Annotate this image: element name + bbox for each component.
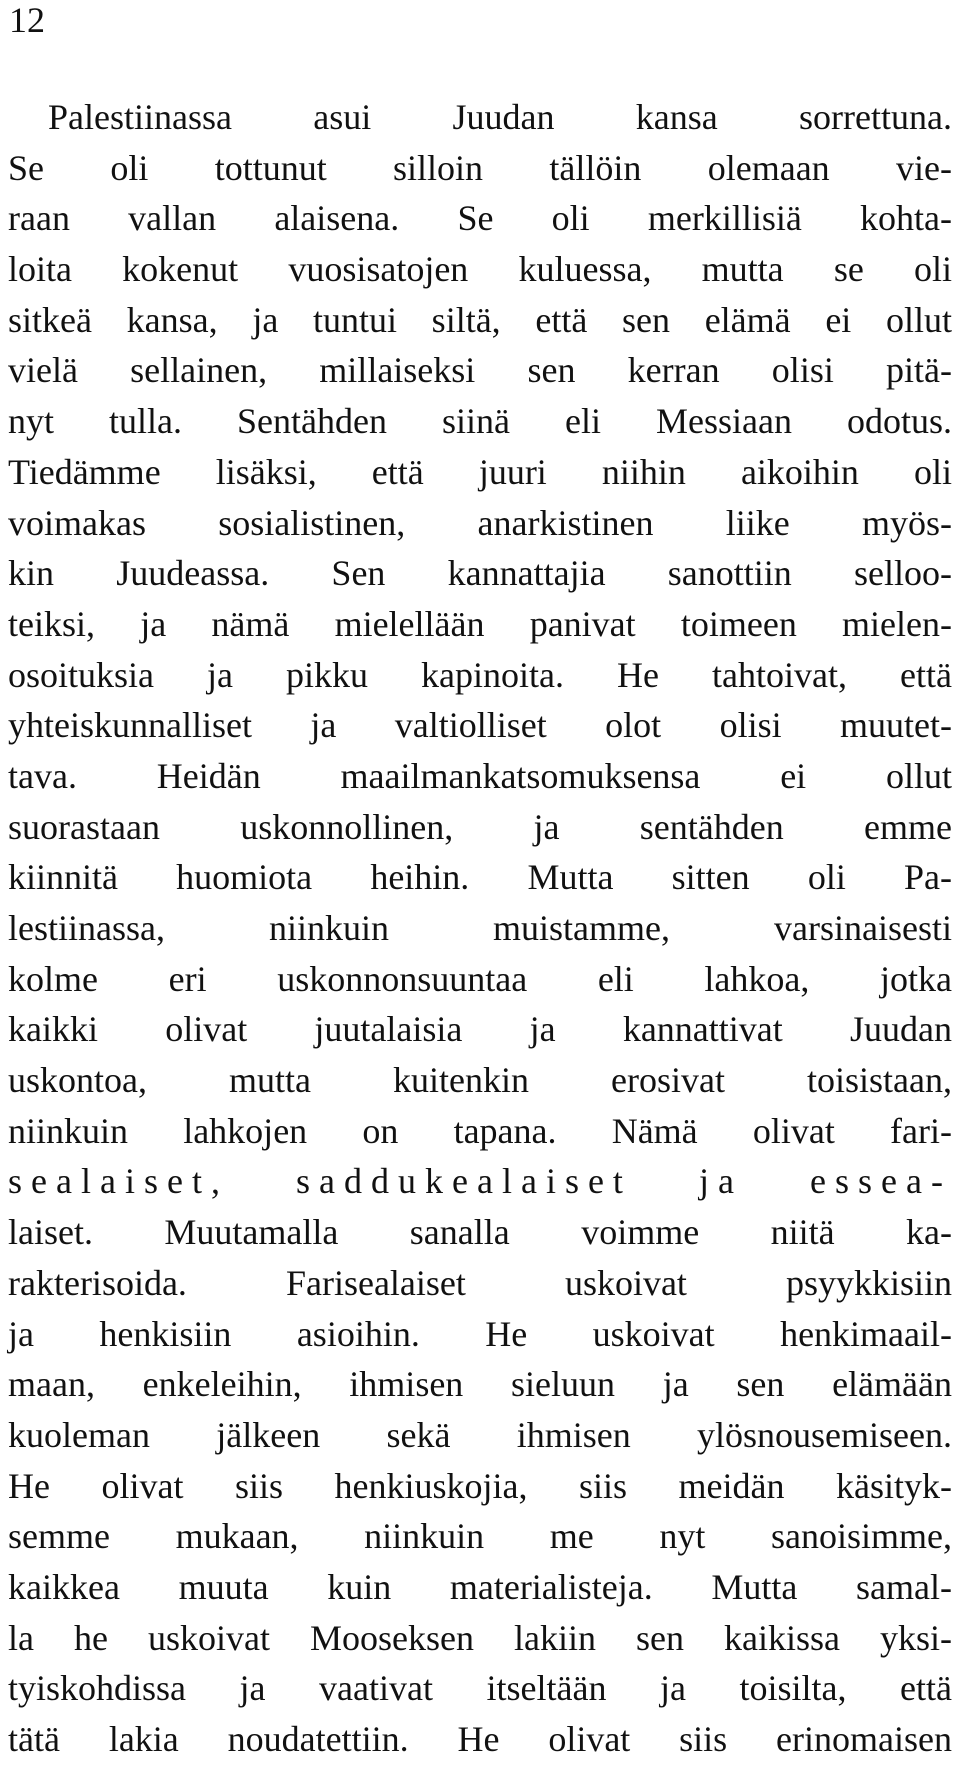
text-line: tyiskohdissa ja vaativat itseltään ja toisilta, että [8, 1668, 952, 1709]
text-line: loita kokenut vuosisatojen kuluessa, mutta se oli [8, 249, 952, 290]
text-line: Se oli tottunut silloin tällöin olemaan vie- [8, 147, 952, 188]
text-line: lestiinassa, niinkuin muistamme, varsinaisesti [8, 908, 952, 948]
text-line: tätä lakia noudatettiin. He olivat siis erinomaisen [8, 1719, 952, 1759]
text-line: maan, enkeleihin, ihmisen sieluun ja sen elämään [8, 1364, 952, 1405]
text-line: He olivat siis henkiuskojia, siis meidän käsityk- [8, 1465, 952, 1506]
text-line: ja henkisiin asioihin. He uskoivat henkimaail- [8, 1313, 952, 1354]
text-line: rakterisoida. Farisealaiset uskoivat psyykkisiin [8, 1262, 952, 1303]
text-line: osoituksia ja pikku kapinoita. He tahtoivat, että [8, 654, 952, 695]
text-line: kuoleman jälkeen sekä ihmisen ylösnousemiseen. [8, 1414, 952, 1455]
text-line: kolme eri uskonnonsuuntaa eli lahkoa, jotka [8, 958, 952, 999]
page-number: 12 [9, 0, 45, 40]
text-line: tava. Heidän maailmankatsomuksensa ei ollut [8, 755, 952, 796]
text-line: kaikki olivat juutalaisia ja kannattivat Juudan [8, 1009, 952, 1050]
text-line: raan vallan alaisena. Se oli merkillisiä kohta- [8, 198, 952, 239]
text-line: Palestiinassa asui Juudan kansa sorrettuna. [48, 97, 952, 137]
text-line: kaikkea muuta kuin materialisteja. Mutta samal- [8, 1566, 952, 1607]
text-line: sitkeä kansa, ja tuntui siltä, että sen elämä ei ollut [8, 299, 952, 340]
text-line: laiset. Muutamalla sanalla voimme niitä ka- [8, 1212, 952, 1253]
text-line: kin Juudeassa. Sen kannattajia sanottiin selloo- [8, 553, 952, 594]
text-line: vielä sellainen, millaiseksi sen kerran olisi pitä- [8, 350, 952, 391]
text-line: kiinnitä huomiota heihin. Mutta sitten oli Pa- [8, 857, 952, 898]
text-line: uskontoa, mutta kuitenkin erosivat toisistaan, [8, 1060, 952, 1101]
text-line: Tiedämme lisäksi, että juuri niihin aikoihin oli [8, 451, 952, 492]
text-line: suorastaan uskonnollinen, ja sentähden emme [8, 806, 952, 847]
text-line: teiksi, ja nämä mielellään panivat toimeen mielen- [8, 603, 952, 644]
text-line: voimakas sosialistinen, anarkistinen liike myös- [8, 502, 952, 543]
text-line-spaced: sealaiset, saddukealaiset ja essea- [8, 1161, 952, 1202]
text-line: semme mukaan, niinkuin me nyt sanoisimme, [8, 1516, 952, 1557]
text-line: niinkuin lahkojen on tapana. Nämä olivat fari- [8, 1110, 952, 1151]
text-line: yhteiskunnalliset ja valtiolliset olot olisi muutet- [8, 705, 952, 746]
text-line: nyt tulla. Sentähden siinä eli Messiaan odotus. [8, 401, 952, 442]
text-line: la he uskoivat Mooseksen lakiin sen kaikissa yksi- [8, 1617, 952, 1658]
body-text [8, 92, 952, 1765]
